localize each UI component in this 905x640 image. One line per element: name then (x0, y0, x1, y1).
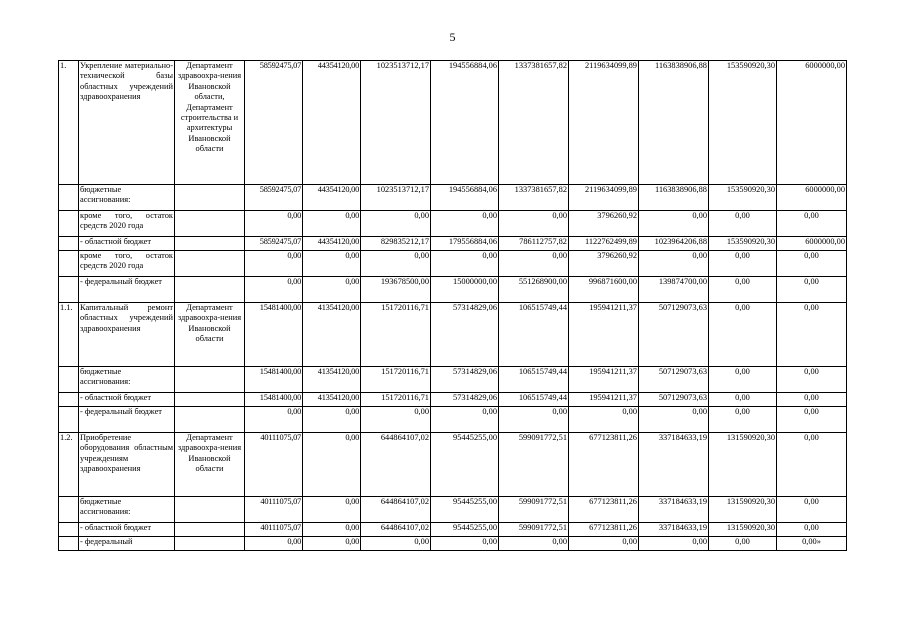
amount-cell: 0,00 (303, 497, 361, 523)
amount-cell: 0,00 (777, 393, 847, 407)
amount-cell: 57314829,06 (431, 393, 499, 407)
amount-cell: 1122762499,89 (569, 237, 639, 251)
amount-cell: 15000000,00 (431, 277, 499, 303)
amount-cell: 599091772,51 (499, 523, 569, 537)
amount-cell: 195941211,37 (569, 367, 639, 393)
amount-cell: 194556884,06 (431, 61, 499, 185)
amount-cell: 0,00 (569, 407, 639, 433)
department-cell (175, 393, 245, 407)
amount-cell: 1337381657,82 (499, 61, 569, 185)
row-index-cell (59, 523, 79, 537)
amount-cell: 0,00 (709, 303, 777, 367)
item-name-cell: Укрепление материально-технической базы областных учреждений здравоохранения (79, 61, 175, 185)
amount-cell: 0,00 (431, 251, 499, 277)
amount-cell: 40111075,07 (245, 433, 303, 497)
amount-cell: 151720116,71 (361, 303, 431, 367)
amount-cell: 193678500,00 (361, 277, 431, 303)
amount-cell: 996871600,00 (569, 277, 639, 303)
amount-cell: 179556884,06 (431, 237, 499, 251)
amount-cell: 0,00 (777, 277, 847, 303)
table-row (59, 277, 847, 303)
amount-cell: 0,00 (303, 251, 361, 277)
amount-cell: 0,00 (709, 211, 777, 237)
item-name-cell: - областной бюджет (79, 237, 175, 251)
department-cell: Департамент здравоохра-нения Ивановской области (175, 433, 245, 497)
amount-cell: 0,00 (361, 407, 431, 433)
amount-cell: 0,00 (245, 277, 303, 303)
amount-cell: 1163838906,88 (639, 185, 709, 211)
amount-cell: 57314829,06 (431, 367, 499, 393)
amount-cell: 644864107,02 (361, 523, 431, 537)
department-cell (175, 277, 245, 303)
amount-cell: 15481400,00 (245, 303, 303, 367)
amount-cell: 0,00 (361, 211, 431, 237)
amount-cell: 40111075,07 (245, 497, 303, 523)
item-name-cell: - областной бюджет (79, 523, 175, 537)
row-index-cell: 1.2. (59, 433, 79, 497)
amount-cell: 0,00 (777, 523, 847, 537)
row-index-cell (59, 237, 79, 251)
amount-cell: 337184633,19 (639, 497, 709, 523)
amount-cell: 0,00 (499, 537, 569, 551)
amount-cell: 0,00 (569, 537, 639, 551)
department-cell (175, 237, 245, 251)
amount-cell: 106515749,44 (499, 303, 569, 367)
amount-cell: 0,00 (303, 537, 361, 551)
page-number: 5 (449, 30, 456, 44)
amount-cell: 41354120,00 (303, 367, 361, 393)
amount-cell: 0,00 (639, 211, 709, 237)
amount-cell: 0,00 (709, 277, 777, 303)
amount-cell: 0,00 (639, 251, 709, 277)
amount-cell: 0,00 (777, 251, 847, 277)
amount-cell: 6000000,00 (777, 185, 847, 211)
amount-cell: 0,00 (303, 523, 361, 537)
item-name-cell: кроме того, остаток средств 2020 года (79, 211, 175, 237)
row-index-cell (59, 251, 79, 277)
item-name-cell: - федеральный бюджет (79, 277, 175, 303)
amount-cell: 507129073,63 (639, 367, 709, 393)
amount-cell: 58592475,07 (245, 185, 303, 211)
row-index-cell (59, 277, 79, 303)
amount-cell: 0,00 (709, 407, 777, 433)
amount-cell: 1023964206,88 (639, 237, 709, 251)
amount-cell: 106515749,44 (499, 393, 569, 407)
amount-cell: 551268900,00 (499, 277, 569, 303)
amount-cell: 677123811,26 (569, 523, 639, 537)
item-name-cell: бюджетные ассигнования: (79, 367, 175, 393)
amount-cell: 0,00 (777, 407, 847, 433)
amount-cell: 829835212,17 (361, 237, 431, 251)
amount-cell: 153590920,30 (709, 185, 777, 211)
item-name-cell: - областной бюджет (79, 393, 175, 407)
amount-cell: 0,00 (245, 537, 303, 551)
amount-cell: 0,00 (303, 211, 361, 237)
budget-table (58, 60, 847, 551)
amount-cell: 44354120,00 (303, 237, 361, 251)
item-name-cell: - федеральный бюджет (79, 407, 175, 433)
amount-cell: 0,00 (431, 211, 499, 237)
amount-cell: 6000000,00 (777, 237, 847, 251)
amount-cell: 0,00 (303, 407, 361, 433)
department-cell (175, 537, 245, 551)
amount-cell: 0,00 (245, 251, 303, 277)
amount-cell: 0,00 (361, 537, 431, 551)
amount-cell: 15481400,00 (245, 393, 303, 407)
row-index-cell (59, 185, 79, 211)
amount-cell: 337184633,19 (639, 523, 709, 537)
amount-cell: 151720116,71 (361, 393, 431, 407)
amount-cell: 58592475,07 (245, 61, 303, 185)
table-row (59, 237, 847, 251)
department-cell: Департамент здравоохра-нения Ивановской области, Департамент строительства и архитектуры Ивановской области (175, 61, 245, 185)
department-cell: Департамент здравоохра-нения Ивановской области (175, 303, 245, 367)
department-cell (175, 211, 245, 237)
amount-cell: 507129073,63 (639, 303, 709, 367)
department-cell (175, 367, 245, 393)
amount-cell: 0,00 (709, 251, 777, 277)
amount-cell: 41354120,00 (303, 393, 361, 407)
amount-cell: 599091772,51 (499, 497, 569, 523)
table-row (59, 251, 847, 277)
amount-cell: 337184633,19 (639, 433, 709, 497)
amount-cell: 1023513712,17 (361, 185, 431, 211)
amount-cell: 131590920,30 (709, 523, 777, 537)
amount-cell: 0,00 (245, 211, 303, 237)
amount-cell: 57314829,06 (431, 303, 499, 367)
amount-cell: 151720116,71 (361, 367, 431, 393)
table-row (59, 185, 847, 211)
amount-cell: 153590920,30 (709, 237, 777, 251)
table-row (59, 303, 847, 367)
amount-cell: 786112757,82 (499, 237, 569, 251)
amount-cell: 95445255,00 (431, 523, 499, 537)
amount-cell: 0,00 (777, 211, 847, 237)
amount-cell: 2119634099,89 (569, 61, 639, 185)
amount-cell: 131590920,30 (709, 497, 777, 523)
row-index-cell: 1.1. (59, 303, 79, 367)
amount-cell: 0,00 (431, 537, 499, 551)
amount-cell: 95445255,00 (431, 433, 499, 497)
item-name-cell: - федеральный (79, 537, 175, 551)
table-row (59, 61, 847, 185)
amount-cell: 44354120,00 (303, 185, 361, 211)
amount-cell: 0,00 (709, 367, 777, 393)
amount-cell: 0,00 (777, 433, 847, 497)
amount-cell: 0,00 (639, 407, 709, 433)
amount-cell: 644864107,02 (361, 433, 431, 497)
amount-cell: 507129073,63 (639, 393, 709, 407)
row-index-cell (59, 407, 79, 433)
row-index-cell (59, 367, 79, 393)
table-row (59, 497, 847, 523)
amount-cell: 195941211,37 (569, 303, 639, 367)
amount-cell: 195941211,37 (569, 393, 639, 407)
department-cell (175, 497, 245, 523)
amount-cell: 599091772,51 (499, 433, 569, 497)
amount-cell: 3796260,92 (569, 251, 639, 277)
row-index-cell: 1. (59, 61, 79, 185)
amount-cell: 644864107,02 (361, 497, 431, 523)
amount-cell: 0,00 (303, 433, 361, 497)
amount-cell: 106515749,44 (499, 367, 569, 393)
item-name-cell: Приобретение оборудования областным учреждениям здравоохранения (79, 433, 175, 497)
department-cell (175, 251, 245, 277)
row-index-cell (59, 211, 79, 237)
amount-cell: 0,00 (777, 497, 847, 523)
amount-cell: 0,00 (361, 251, 431, 277)
item-name-cell: бюджетные ассигнования: (79, 185, 175, 211)
amount-cell: 2119634099,89 (569, 185, 639, 211)
amount-cell: 0,00 (431, 407, 499, 433)
amount-cell: 1163838906,88 (639, 61, 709, 185)
table-row (59, 523, 847, 537)
table-row (59, 211, 847, 237)
item-name-cell: кроме того, остаток средств 2020 года (79, 251, 175, 277)
amount-cell: 44354120,00 (303, 61, 361, 185)
amount-cell: 0,00» (777, 537, 847, 551)
department-cell (175, 407, 245, 433)
row-index-cell (59, 497, 79, 523)
amount-cell: 15481400,00 (245, 367, 303, 393)
item-name-cell: бюджетные ассигнования: (79, 497, 175, 523)
amount-cell: 153590920,30 (709, 61, 777, 185)
amount-cell: 0,00 (245, 407, 303, 433)
table-row (59, 537, 847, 551)
amount-cell: 40111075,07 (245, 523, 303, 537)
amount-cell: 6000000,00 (777, 61, 847, 185)
department-cell (175, 523, 245, 537)
amount-cell: 1337381657,82 (499, 185, 569, 211)
table-row (59, 433, 847, 497)
amount-cell: 0,00 (499, 251, 569, 277)
table-row (59, 367, 847, 393)
amount-cell: 677123811,26 (569, 433, 639, 497)
amount-cell: 131590920,30 (709, 433, 777, 497)
item-name-cell: Капитальный ремонт областных учреждений здравоохранения (79, 303, 175, 367)
amount-cell: 0,00 (499, 211, 569, 237)
amount-cell: 1023513712,17 (361, 61, 431, 185)
amount-cell: 0,00 (777, 367, 847, 393)
amount-cell: 677123811,26 (569, 497, 639, 523)
amount-cell: 0,00 (777, 303, 847, 367)
table-row (59, 407, 847, 433)
amount-cell: 139874700,00 (639, 277, 709, 303)
amount-cell: 3796260,92 (569, 211, 639, 237)
row-index-cell (59, 537, 79, 551)
amount-cell: 0,00 (639, 537, 709, 551)
amount-cell: 194556884,06 (431, 185, 499, 211)
amount-cell: 58592475,07 (245, 237, 303, 251)
amount-cell: 0,00 (499, 407, 569, 433)
amount-cell: 0,00 (303, 277, 361, 303)
row-index-cell (59, 393, 79, 407)
amount-cell: 41354120,00 (303, 303, 361, 367)
amount-cell: 95445255,00 (431, 497, 499, 523)
amount-cell: 0,00 (709, 393, 777, 407)
table-row (59, 393, 847, 407)
department-cell (175, 185, 245, 211)
amount-cell: 0,00 (709, 537, 777, 551)
